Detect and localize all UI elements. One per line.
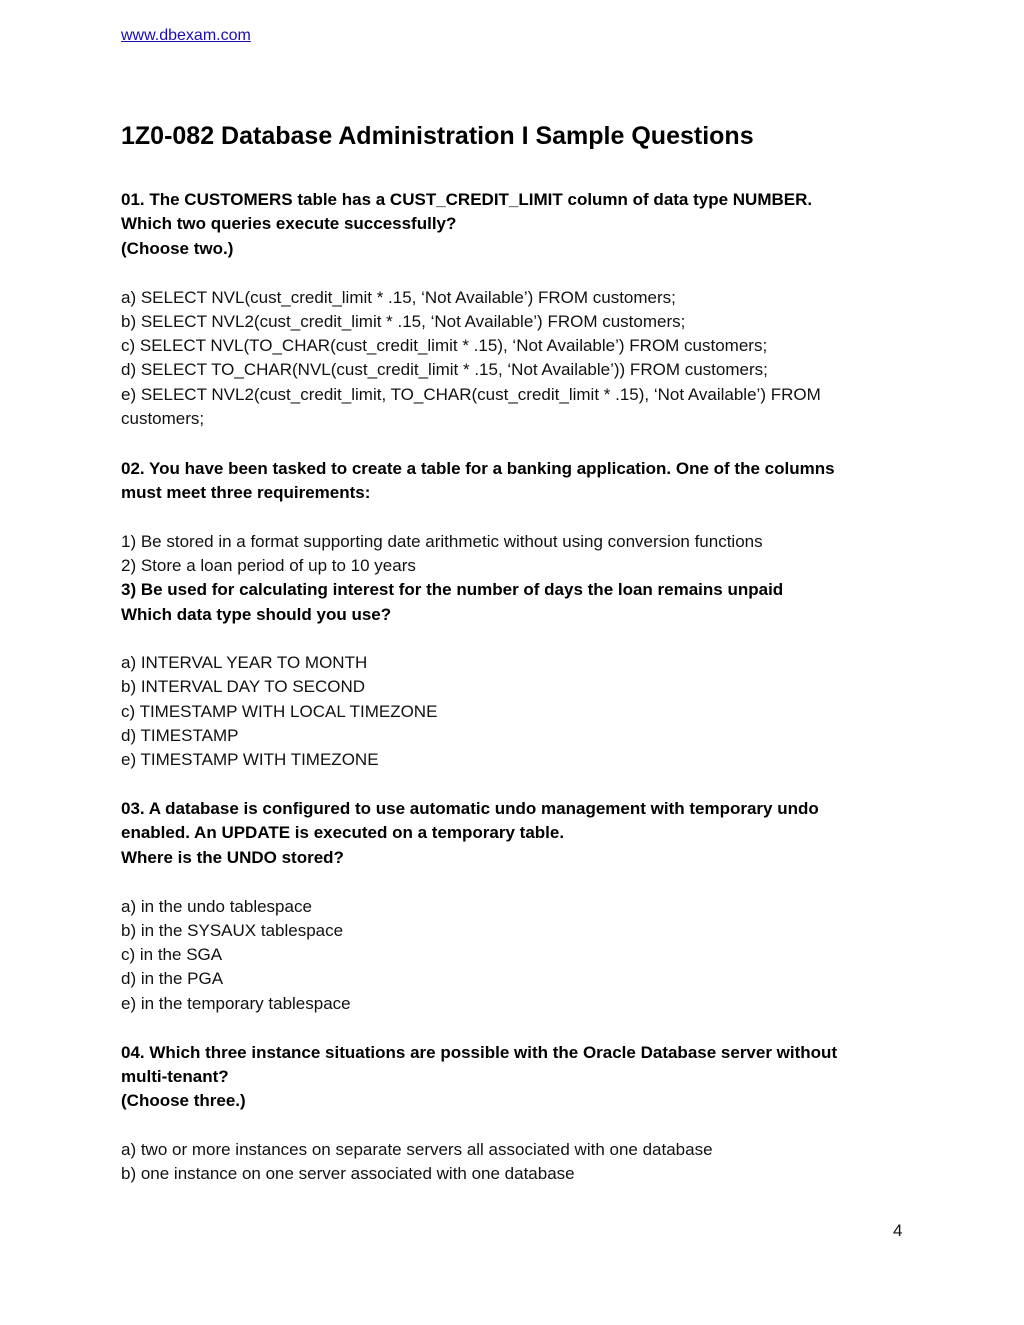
page-number: 4 bbox=[893, 1221, 903, 1240]
q3-option-a: a) in the undo tablespace bbox=[121, 897, 312, 916]
q1-option-a: a) SELECT NVL(cust_credit_limit * .15, ‘Not Available’) FROM customers; bbox=[121, 288, 676, 307]
q2-stem-line: must meet three requirements: bbox=[121, 483, 371, 502]
q4-option-a: a) two or more instances on separate servers all associated with one database bbox=[121, 1140, 713, 1159]
q3-option-b: b) in the SYSAUX tablespace bbox=[121, 921, 344, 940]
q3-stem-line: 03. A database is configured to use automatic undo management with temporary undo bbox=[121, 799, 819, 818]
q3-stem-line: enabled. An UPDATE is executed on a temporary table. bbox=[121, 823, 565, 842]
q2-requirement-3: 3) Be used for calculating interest for the number of days the loan remains unpaid bbox=[121, 580, 784, 599]
q4-option-b: b) one instance on one server associated with one database bbox=[121, 1164, 575, 1183]
q1-option-d: d) SELECT TO_CHAR(NVL(cust_credit_limit * .15, ‘Not Available’)) FROM customers; bbox=[121, 360, 768, 379]
q2-requirement-1: 1) Be stored in a format supporting date arithmetic without using conversion functions bbox=[121, 532, 763, 551]
q2-option-a: a) INTERVAL YEAR TO MONTH bbox=[121, 653, 368, 672]
q3-option-d: d) in the PGA bbox=[121, 969, 224, 988]
q1-choose-note: (Choose two.) bbox=[121, 239, 234, 258]
q2-option-c: c) TIMESTAMP WITH LOCAL TIMEZONE bbox=[121, 702, 438, 721]
q1-option-e: e) SELECT NVL2(cust_credit_limit, TO_CHAR(cust_credit_limit * .15), ‘Not Available’) FROM bbox=[121, 385, 821, 404]
q2-requirement-2: 2) Store a loan period of up to 10 years bbox=[121, 556, 416, 575]
q3-option-c: c) in the SGA bbox=[121, 945, 223, 964]
q3-question: Where is the UNDO stored? bbox=[121, 848, 344, 867]
q1-stem-line: Which two queries execute successfully? bbox=[121, 214, 457, 233]
q2-option-d: d) TIMESTAMP bbox=[121, 726, 239, 745]
q1-option-b: b) SELECT NVL2(cust_credit_limit * .15, ‘Not Available’) FROM customers; bbox=[121, 312, 686, 331]
q4-choose-note: (Choose three.) bbox=[121, 1091, 246, 1110]
document-title: 1Z0-082 Database Administration I Sample Questions bbox=[121, 122, 754, 150]
q1-option-c: c) SELECT NVL(TO_CHAR(cust_credit_limit * .15), ‘Not Available’) FROM customers; bbox=[121, 336, 768, 355]
q2-question: Which data type should you use? bbox=[121, 605, 392, 624]
q4-stem-line: multi-tenant? bbox=[121, 1067, 229, 1086]
q3-option-e: e) in the temporary tablespace bbox=[121, 994, 351, 1013]
header-site-link[interactable]: www.dbexam.com bbox=[121, 27, 251, 44]
q1-stem-line: 01. The CUSTOMERS table has a CUST_CREDIT_LIMIT column of data type NUMBER. bbox=[121, 190, 813, 209]
q2-stem-line: 02. You have been tasked to create a table for a banking application. One of the columns bbox=[121, 459, 835, 478]
q1-option-e-continued: customers; bbox=[121, 409, 205, 428]
q2-option-e: e) TIMESTAMP WITH TIMEZONE bbox=[121, 750, 379, 769]
q4-stem-line: 04. Which three instance situations are possible with the Oracle Database server without bbox=[121, 1043, 838, 1062]
q2-option-b: b) INTERVAL DAY TO SECOND bbox=[121, 677, 366, 696]
